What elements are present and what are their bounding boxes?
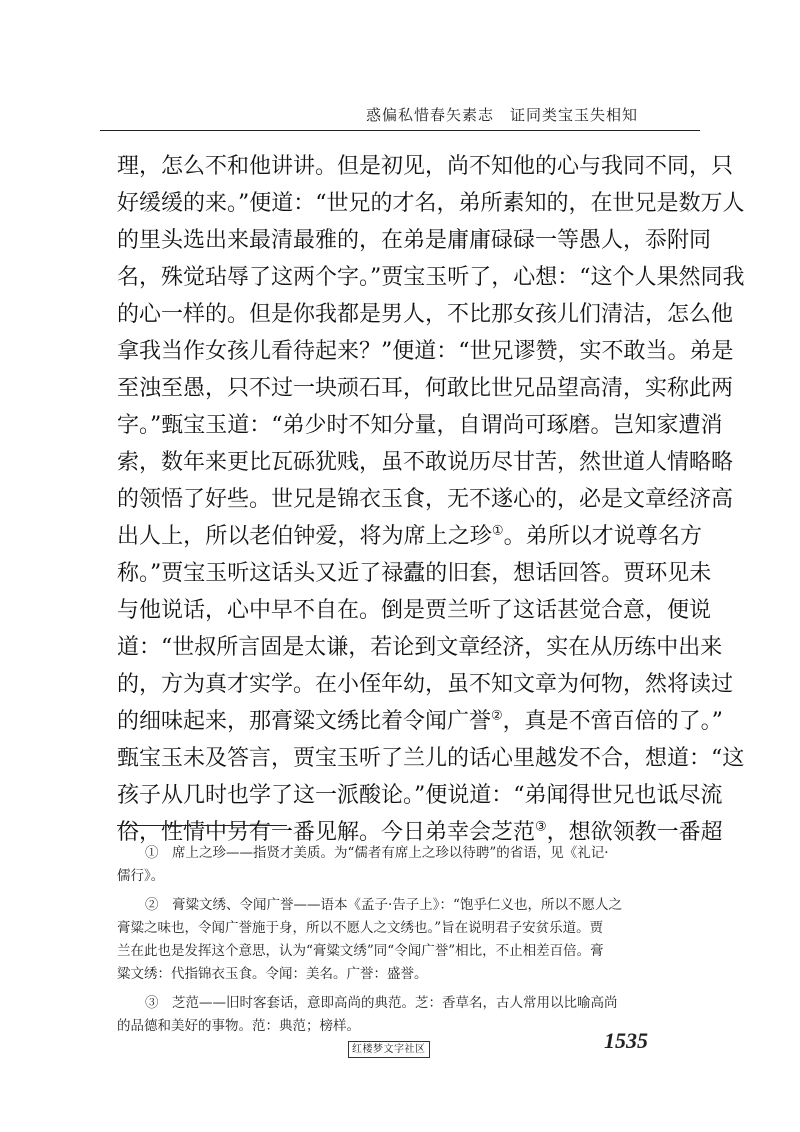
text-segment: 索，数年来更比瓦砾犹贱，虽不敢说历尽甘苦，然世道人情略略 xyxy=(117,450,734,475)
main-text xyxy=(117,148,745,851)
text-segment: 孩子从几时也学了这一派酸论。”便说道：“弟闻得世兄也诋尽流 xyxy=(117,783,723,808)
page-number: 1535 xyxy=(604,1028,648,1053)
text-line xyxy=(117,222,712,259)
text-line xyxy=(117,629,723,666)
library-stamp: 红楼梦文字社区 xyxy=(348,1041,430,1058)
footnote-line: ③ 芝范——旧时客套话，意即高尚的典范。芝：香草名，古人常用以比喻高尚 xyxy=(145,995,618,1011)
footnote-line: 的品德和美好的事物。范：典范；榜样。 xyxy=(117,1018,360,1034)
text-segment: 名，殊觉玷辱了这两个字。”贾宝玉听了，心想：“这个人果然同我 xyxy=(117,265,745,290)
footnotes xyxy=(117,842,697,1038)
text-segment: 字。”甄宝玉道：“弟少时不知分量，自谓尚可琢磨。岂知家遭消 xyxy=(117,413,723,438)
text-segment: 的细味起来，那膏粱文绣比着令闻广誉 xyxy=(117,709,492,734)
text-line xyxy=(117,703,723,740)
text-line xyxy=(117,444,734,481)
text-line xyxy=(117,407,723,444)
text-segment: ，想欲领教一番超 xyxy=(546,820,723,845)
text-segment: 至浊至愚，只不过一块顽石耳，何敢比世兄品望高清，实称此两 xyxy=(117,376,734,401)
text-segment: 。弟所以才说尊名方 xyxy=(503,524,702,549)
footnote-line: 儒行》。 xyxy=(117,868,165,884)
text-line xyxy=(117,370,734,407)
text-line xyxy=(117,185,745,222)
text-line xyxy=(117,333,734,370)
text-segment: 称。”贾宝玉听这话头又近了禄蠹的旧套，想话回答。贾环见未 xyxy=(117,561,712,586)
text-segment: 俗，性情中另有一番见解。今日弟幸会芝范 xyxy=(117,820,536,845)
text-line xyxy=(117,592,712,629)
running-title: 惑偏私惜春矢素志 证同类宝玉失相知 xyxy=(365,106,638,124)
text-line xyxy=(117,481,734,518)
text-segment: 的领悟了好些。世兄是锦衣玉食，无不遂心的，必是文章经济高 xyxy=(117,487,734,512)
footnote-marker[interactable]: ① xyxy=(491,523,504,539)
text-segment: 拿我当作女孩儿看待起来？”便道：“世兄谬赞，实不敢当。弟是 xyxy=(117,339,734,364)
footnote-marker[interactable]: ③ xyxy=(535,819,547,835)
footnote-marker[interactable]: ② xyxy=(491,708,503,724)
footnote-line: ① 席上之珍——指贤才美质。为“儒者有席上之珍以待聘”的省语，见《礼记· xyxy=(145,845,609,861)
text-segment: 甄宝玉未及答言，贾宝玉听了兰儿的话心里越发不合，想道：“这 xyxy=(117,746,745,771)
running-header xyxy=(100,100,700,131)
text-segment: ，真是不啻百倍的了。” xyxy=(502,709,723,734)
text-segment: 与他说话，心中早不自在。倒是贾兰听了这话甚觉合意，便说 xyxy=(117,598,712,623)
text-line xyxy=(117,777,723,814)
text-line xyxy=(117,518,702,555)
footnote-line: 粱文绣：代指锦衣玉食。令闻：美名。广誉：盛誉。 xyxy=(117,966,428,982)
text-segment: 理，怎么不和他讲讲。但是初见，尚不知他的心与我同不同，只 xyxy=(117,154,734,179)
text-line xyxy=(117,740,745,777)
footnote-separator xyxy=(117,825,287,826)
text-line xyxy=(117,259,745,296)
text-line xyxy=(117,148,734,185)
footnote-line: 兰在此也是发挥这个意思，认为“膏粱文绣”同“令闻广誉”相比，不止相差百倍。膏 xyxy=(117,943,604,959)
text-line xyxy=(117,555,712,592)
text-segment: 道：“世叔所言固是太谦，若论到文章经济，实在从历练中出来 xyxy=(117,635,723,660)
text-line xyxy=(117,666,734,703)
text-segment: 的，方为真才实学。在小侄年幼，虽不知文章为何物，然将读过 xyxy=(117,672,734,697)
text-segment: 出人上，所以老伯钟爱，将为席上之珍 xyxy=(117,524,492,549)
text-segment: 好缓缓的来。”便道：“世兄的才名，弟所素知的，在世兄是数万人 xyxy=(117,191,745,216)
text-segment: 的心一样的。但是你我都是男人，不比那女孩儿们清洁，怎么他 xyxy=(117,302,734,327)
footnote-line: ② 膏粱文绣、令闻广誉——语本《孟子·告子上》：“饱乎仁义也，所以不愿人之 xyxy=(145,897,622,913)
text-segment: 的里头选出来最清最雅的，在弟是庸庸碌碌一等愚人，忝附同 xyxy=(117,228,712,253)
footnote-line: 膏粱之味也，令闻广誉施于身，所以不愿人之文绣也。”旨在说明君子安贫乐道。贾 xyxy=(117,920,604,936)
text-line xyxy=(117,296,734,333)
